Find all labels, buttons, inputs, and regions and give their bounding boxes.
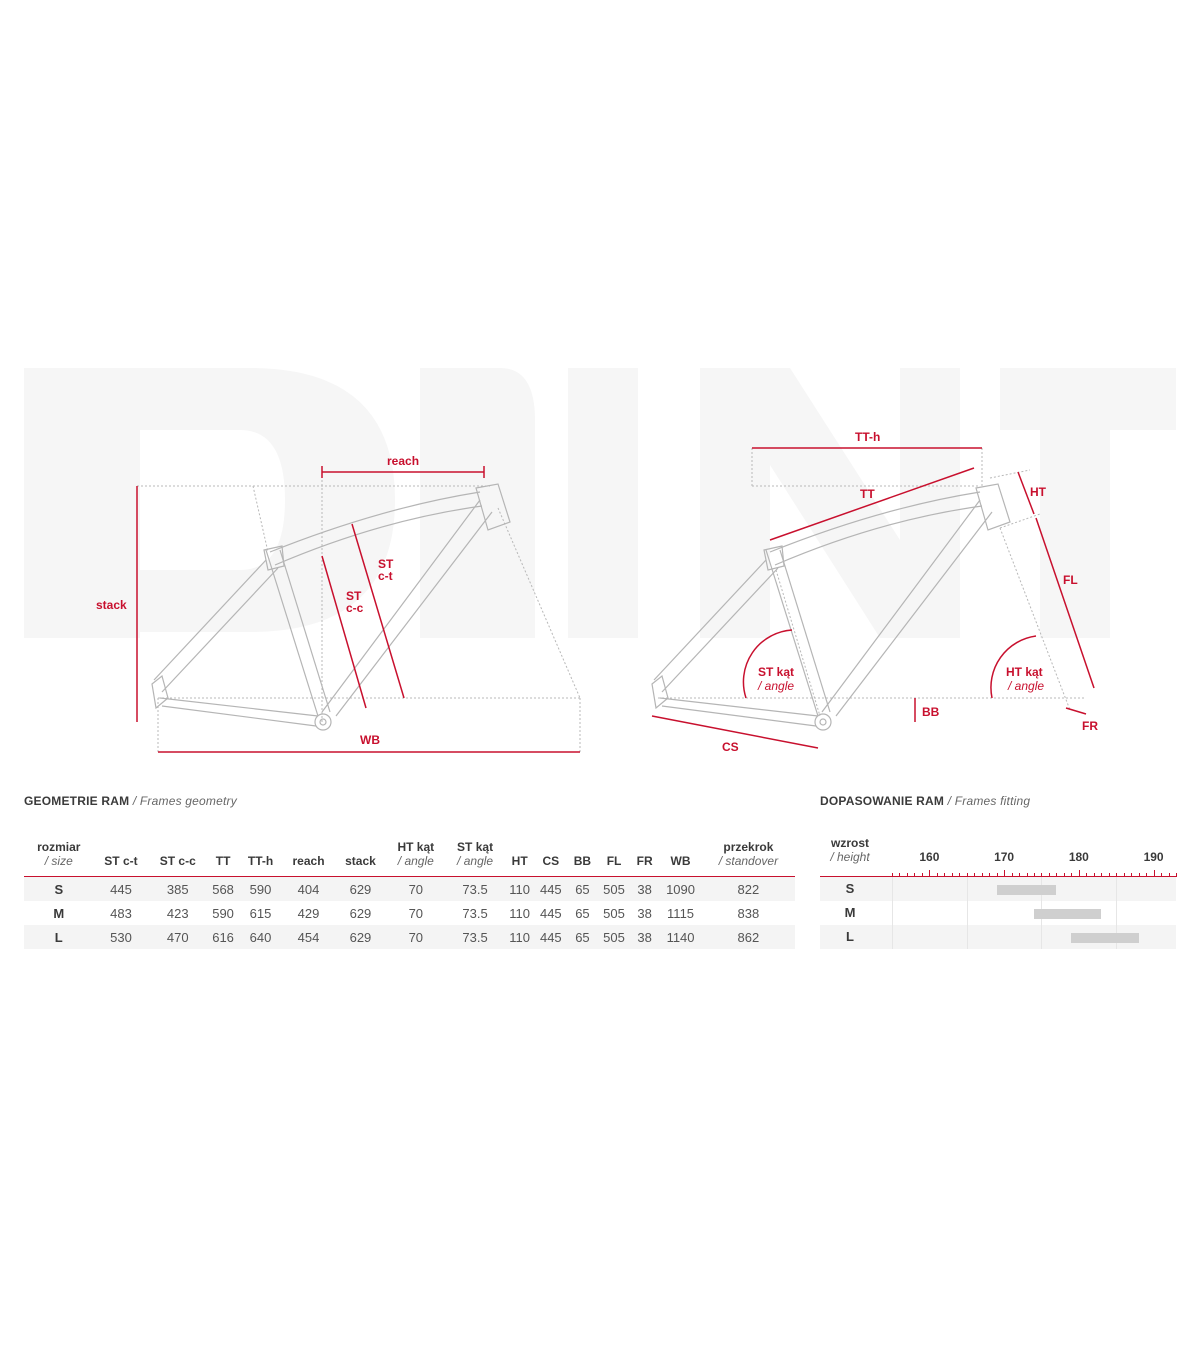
table-cell: 73.5 [462,929,488,945]
ht-label: HT [1030,485,1046,499]
st-cc-sub-label: c-c [346,601,364,615]
table-cell: 70 [408,905,424,921]
column-header-label: TT [215,854,231,868]
table-cell: 470 [166,929,189,945]
table-cell: 65 [575,905,590,921]
tt-dimension [770,468,974,540]
table-cell: 1115 [667,905,695,921]
geometry-table-body [24,877,795,950]
table-cell: 38 [637,905,652,921]
column-header [148,832,207,877]
table-cell: 110 [509,929,531,945]
geometry-title [24,794,237,808]
fitting-row [820,925,1176,949]
gridline [892,877,893,901]
column-header-label: CS [542,854,560,868]
column-header [504,832,534,877]
ht-angle-label: HT kąt [1006,665,1043,679]
table-row [24,925,795,949]
gridline [967,901,968,925]
table-cell: 429 [297,905,320,921]
table-cell: 445 [539,881,562,897]
column-header [335,832,386,877]
column-header-sub-label: / angle [397,854,434,868]
table-cell: 505 [603,929,625,945]
column-header [567,832,598,877]
gridline [892,901,893,925]
column-header [24,832,94,877]
table-cell: 640 [249,929,272,945]
column-header [702,832,795,877]
gridline [1116,901,1117,925]
height-range-bar [1034,909,1101,919]
tt-label: TT [860,487,875,501]
table-cell: 423 [166,905,189,921]
height-header-pl: wzrost [830,836,869,850]
table-cell: 445 [539,929,562,945]
gridline [967,877,968,901]
table-cell: 629 [349,905,372,921]
table-row [24,901,795,925]
st-cc-label: ST [346,589,362,603]
bike-frame-right [652,484,1010,730]
frame-diagram-left [0,0,600,780]
table-cell: 385 [166,881,189,897]
height-range-bar [1071,933,1138,943]
column-header [94,832,149,877]
gridline [1116,877,1117,901]
table-cell: 65 [575,929,590,945]
st-angle-label: ST kąt [758,665,795,679]
table-cell: 629 [349,929,372,945]
axis-tick-label: 160 [919,850,940,864]
table-cell: 838 [737,905,760,921]
column-header-sub-label: / size [44,854,73,868]
table-row [24,877,795,902]
st-ct-label: ST [378,557,394,571]
tth-label: TT-h [855,430,881,444]
height-range-bar [997,885,1057,895]
bike-frame-left [152,484,510,730]
gridline [892,925,893,949]
size-cell: S [54,881,64,897]
fitting-subtitle: / Frames fitting [947,794,1031,808]
column-header-label: stack [345,854,376,868]
column-header-label: przekrok [723,840,774,854]
table-cell: 73.5 [462,905,488,921]
column-header-label: BB [573,854,592,868]
fl-dimension [1036,518,1094,688]
size-label: S [845,881,855,896]
fitting-row [820,877,1176,901]
table-cell: 38 [637,881,652,897]
frame-diagram-right [600,0,1200,780]
column-header-label: ST c-t [104,854,138,868]
table-cell: 629 [349,881,372,897]
table-cell: 1140 [666,929,695,945]
column-header-label: HT [511,854,528,868]
axis-tick-label: 170 [994,850,1015,864]
axis-tick [1154,870,1155,877]
table-cell: 404 [297,881,320,897]
column-header-label: reach [292,854,325,868]
table-cell: 445 [110,881,132,897]
size-cell: M [53,905,65,921]
table-cell: 65 [575,881,590,897]
table-cell: 70 [408,929,424,945]
gridline [1041,925,1042,949]
table-cell: 110 [509,881,531,897]
fitting-title [820,794,1030,808]
reach-label: reach [387,454,420,468]
geometry-table [24,832,795,949]
st-angle-sub-label: / angle [758,679,795,693]
column-header [282,832,335,877]
height-header [820,836,880,864]
column-header-label: ST c-c [159,854,196,868]
column-header-sub-label: / angle [457,854,494,868]
size-label: M [844,905,856,920]
fitting-chart [820,832,1176,949]
column-header [598,832,630,877]
size-label: L [846,929,854,944]
column-header-label: ST kąt [457,840,494,854]
axis-tick [929,870,930,877]
column-header [239,832,282,877]
table-cell: 445 [539,905,562,921]
table-cell: 616 [212,929,234,945]
cs-label: CS [722,740,739,754]
column-header-label: WB [670,854,691,868]
fitting-title-text: DOPASOWANIE RAM [820,794,945,808]
gridline [967,925,968,949]
st-ct-sub-label: c-t [378,569,393,583]
fitting-row [820,901,1176,925]
column-header [207,832,239,877]
fl-label: FL [1063,573,1078,587]
table-cell: 73.5 [462,881,488,897]
table-cell: 590 [212,905,234,921]
column-header-label: TT-h [247,854,274,868]
height-header-en: / height [830,850,870,864]
geometry-subtitle: / Frames geometry [132,794,237,808]
table-cell: 568 [212,881,234,897]
axis-tick [1004,870,1005,877]
table-cell: 38 [637,929,652,945]
column-header [386,832,446,877]
table-cell: 454 [297,929,320,945]
table-cell: 1090 [666,881,695,897]
table-cell: 530 [110,929,132,945]
axis-tick [1079,870,1080,877]
table-cell: 505 [603,905,625,921]
table-cell: 822 [737,881,760,897]
column-header-label: FL [606,854,622,868]
column-header [446,832,505,877]
stack-label: stack [96,598,127,612]
column-header-label: rozmiar [37,840,81,854]
column-header-label: FR [636,854,653,868]
axis-tick-label: 190 [1143,850,1164,864]
fitting-header [820,832,1176,877]
table-cell: 862 [737,929,760,945]
axis-tick [1176,873,1177,877]
st-cc-dimension [322,556,366,708]
column-header-label: HT kąt [397,840,435,854]
column-header [535,832,567,877]
table-cell: 505 [603,881,625,897]
bb-label: BB [922,705,940,719]
wb-label: WB [360,733,380,747]
geometry-title-text: GEOMETRIE RAM [24,794,130,808]
axis-tick-label: 180 [1068,850,1089,864]
table-cell: 590 [249,881,272,897]
fr-dimension [1066,708,1086,714]
column-header [630,832,659,877]
size-cell: L [54,929,63,945]
column-header-sub-label: / standover [718,854,779,868]
fitting-rows [820,877,1176,949]
geometry-table-header [24,832,795,877]
table-cell: 70 [408,881,424,897]
table-cell: 615 [249,905,272,921]
ht-angle-sub-label: / angle [1008,679,1045,693]
table-cell: 110 [509,905,531,921]
fr-label: FR [1082,719,1098,733]
column-header [659,832,701,877]
table-cell: 483 [110,905,132,921]
